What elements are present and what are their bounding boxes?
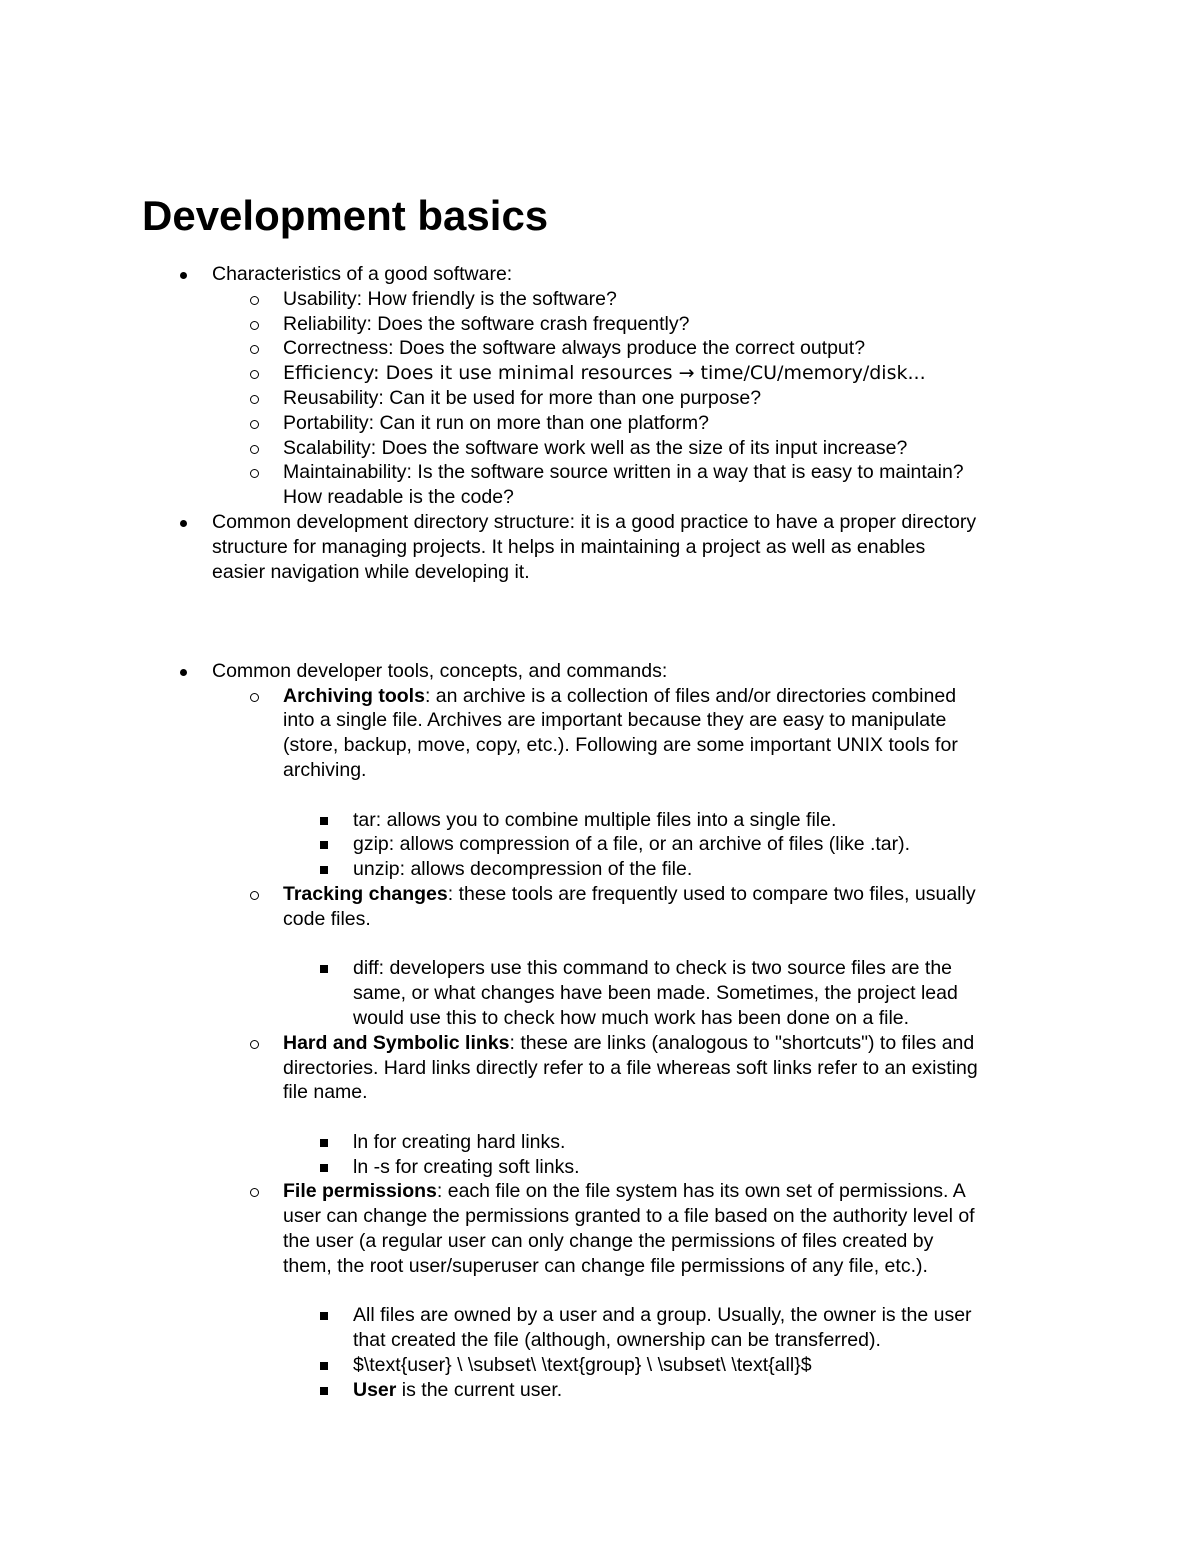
spacer — [0, 1105, 1200, 1130]
section-hard-symbolic-links: Hard and Symbolic links: these are links (analogous to "shortcuts") to files and directories. Hard links directly refer to a file whereas soft links refer to an existing file name. — [0, 1031, 1200, 1105]
latex-formula: $\text{user} \ \subset\ \text{group} \ \subset\ \text{all}$ — [353, 1354, 812, 1377]
bullet-marker — [319, 808, 331, 833]
bullet-marker — [250, 411, 262, 436]
document-body — [0, 262, 1200, 1403]
list-item: gzip: allows compression of a file, or an archive of files (like .tar). — [0, 832, 1200, 857]
spacer — [0, 932, 1200, 957]
links-term: Hard and Symbolic links — [283, 1031, 510, 1054]
list-item: All files are owned by a user and a group. Usually, the owner is the user that created the file (although, ownership can be transferred). — [0, 1303, 1200, 1353]
bullet-marker — [250, 336, 262, 361]
bullet-marker — [178, 510, 190, 535]
list-item: diff: developers use this command to check is two source files are the same, or what changes have been made. Sometimes, the project lead would use this to check how much work has been done on a file. — [0, 956, 1200, 1030]
list-item: Scalability: Does the software work well as the size of its input increase? — [0, 436, 1200, 461]
bullet-marker — [250, 460, 262, 485]
bullet-marker — [319, 832, 331, 857]
bullet-marker — [250, 1179, 262, 1204]
bullet-developer-tools — [0, 659, 1200, 684]
list-item: Reliability: Does the software crash frequently? — [0, 312, 1200, 337]
bullet-marker — [250, 386, 262, 411]
bullet-marker — [319, 956, 331, 981]
tracking-term: Tracking changes — [283, 882, 448, 905]
bullet-marker — [178, 659, 190, 684]
bullet-marker — [250, 436, 262, 461]
bullet-marker — [250, 312, 262, 337]
list-item: tar: allows you to combine multiple files into a single file. — [0, 808, 1200, 833]
bullet-marker — [319, 857, 331, 882]
bullet-characteristics — [0, 262, 1200, 287]
bullet-marker — [178, 262, 190, 287]
archiving-term: Archiving tools — [283, 684, 425, 707]
bullet-marker — [319, 1378, 331, 1403]
list-item: ln -s for creating soft links. — [0, 1155, 1200, 1180]
page-title: Development basics — [142, 192, 549, 239]
section-archiving-tools: Archiving tools: an archive is a collection of files and/or directories combined into a single file. Archives are important because they are easy to manipulate (store, backup, move, copy, etc.). Following are some important UNIX tools for archiving. — [0, 684, 1200, 783]
bullet-marker — [319, 1155, 331, 1180]
list-item: Portability: Can it run on more than one platform? — [0, 411, 1200, 436]
section-file-permissions: File permissions: each file on the file system has its own set of permissions. A user can change the permissions granted to a file based on the authority level of the user (a regular user can only change the permissions of files created by them, the root user/superuser can change file permissions of any file, etc.). — [0, 1179, 1200, 1278]
bullet-marker — [319, 1130, 331, 1155]
bullet-marker — [250, 684, 262, 709]
spacer — [0, 783, 1200, 808]
section-tracking-changes: Tracking changes: these tools are frequently used to compare two files, usually code files. — [0, 882, 1200, 932]
list-item: Maintainability: Is the software source written in a way that is easy to maintain? How readable is the code? — [0, 460, 1200, 510]
bullet-marker — [250, 1031, 262, 1056]
bullet-marker — [250, 287, 262, 312]
list-item: Correctness: Does the software always produce the correct output? — [0, 336, 1200, 361]
bullet-marker — [319, 1303, 331, 1328]
spacer — [0, 1279, 1200, 1304]
bullet-marker — [250, 882, 262, 907]
list-item — [0, 1353, 1200, 1378]
list-item: Efficiency: Does it use minimal resources → time/CU/memory/disk... — [0, 361, 1200, 386]
bullet-directory-structure: Common development directory structure: it is a good practice to have a proper directory structure for managing projects. It helps in maintaining a project as well as enables easier navigation while developing it. — [0, 510, 1200, 584]
spacer — [0, 584, 1200, 658]
user-term: User — [353, 1378, 397, 1401]
list-item: User is the current user. — [0, 1378, 1200, 1403]
list-item: unzip: allows decompression of the file. — [0, 857, 1200, 882]
bullet-marker — [319, 1353, 331, 1378]
characteristics-heading: Characteristics of a good software: — [212, 263, 513, 285]
list-item: Reusability: Can it be used for more than one purpose? — [0, 386, 1200, 411]
permissions-term: File permissions — [283, 1180, 437, 1203]
list-item: ln for creating hard links. — [0, 1130, 1200, 1155]
bullet-marker — [250, 361, 262, 386]
list-item: Usability: How friendly is the software? — [0, 287, 1200, 312]
tools-heading: Common developer tools, concepts, and commands: — [212, 659, 668, 682]
